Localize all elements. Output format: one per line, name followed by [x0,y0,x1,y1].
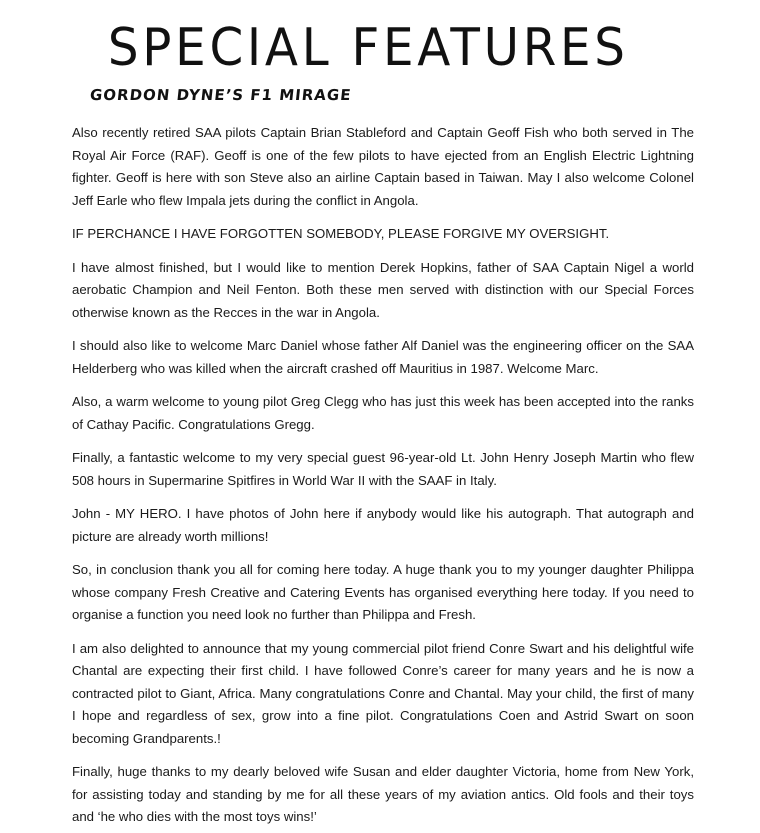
paragraph: Finally, huge thanks to my dearly beloved wife Susan and elder daughter Victoria, home from New York, for assisting today and standing by me for all these years of my aviation antics. Old fools and their toys and ‘he who dies with the most toys wins!’ [72,764,694,824]
paragraph: Also recently retired SAA pilots Captain Brian Stableford and Captain Geoff Fish who both served in The Royal Air Force (RAF). Geoff is one of the few pilots to have ejected from an English Electric Lightning fighter. Geoff is here with son Steve also an airline Captain based in Taiwan. May I also welcome Colonel Jeff Earle who flew Impala jets during the conflict in Angola. [72,125,694,208]
paragraph: I should also like to welcome Marc Daniel whose father Alf Daniel was the engineering officer on the SAA Helderberg who was killed when the aircraft crashed off Mauritius in 1987. Welcome Marc. [72,338,694,376]
paragraph: Also, a warm welcome to young pilot Greg Clegg who has just this week has been accepted into the ranks of Cathay Pacific. Congratulations Gregg. [72,394,694,432]
paragraph: John - MY HERO. I have photos of John here if anybody would like his autograph. That autograph and picture are already worth millions! [72,506,694,544]
page-subtitle: GORDON DYNE’S F1 MIRAGE [89,86,353,104]
article-body [72,122,694,833]
paragraph: IF PERCHANCE I HAVE FORGOTTEN SOMEBODY, PLEASE FORGIVE MY OVERSIGHT. [72,226,610,241]
paragraph: I am also delighted to announce that my young commercial pilot friend Conre Swart and his delightful wife Chantal are expecting their first child. I have followed Conre’s career for many years and he is now a contracted pilot to Giant, Africa. Many congratulations Conre and Chantal. May your child, the first of many I hope and regardless of sex, grow into a fine pilot. Congratulations Coen and Astrid Swart on soon becoming Grandparents.! [72,640,694,746]
paragraph: So, in conclusion thank you all for coming here today. A huge thank you to my younger daughter Philippa whose company Fresh Creative and Catering Events has organised everything here today. If you need to organise a function you need look no further than Philippa and Fresh. [72,562,694,622]
paragraph: I have almost finished, but I would like to mention Derek Hopkins, father of SAA Captain Nigel a world aerobatic Champion and Neil Fenton. Both these men served with distinction with our Special Forces otherwise known as the Recces in the war in Angola. [72,259,694,320]
paragraph: Finally, a fantastic welcome to my very special guest 96-year-old Lt. John Henry Joseph Martin who flew 508 hours in Supermarine Spitfires in World War II with the SAAF in Italy. [72,450,694,488]
page-title: SPECIAL FEATURES [107,18,629,78]
